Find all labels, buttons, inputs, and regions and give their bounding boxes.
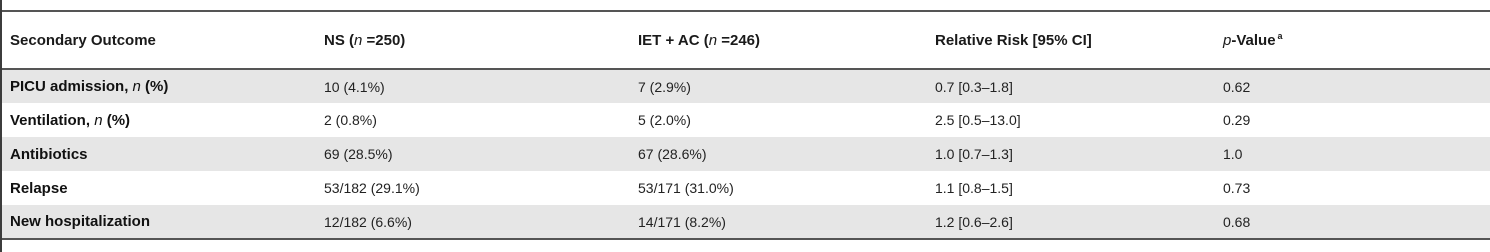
table-header <box>2 11 1490 69</box>
cell-relative-risk: 1.0 [0.7–1.3] <box>927 137 1215 171</box>
table-row <box>2 205 1490 239</box>
cell-iet-ac-value: 53/171 (31.0%) <box>638 180 734 196</box>
row-label: Ventilation, n (%) <box>10 111 131 129</box>
cell-p-value: 1.0 <box>1215 137 1490 171</box>
cell-relative-risk: 2.5 [0.5–13.0] <box>935 112 1021 128</box>
cell-iet-ac-value: 5 (2.0%) <box>638 112 691 128</box>
row-label: Antibiotics <box>2 137 316 171</box>
cell-ns-value: 53/182 (29.1%) <box>324 180 420 196</box>
cell-p-value: 0.73 <box>1223 180 1251 196</box>
table-row <box>2 171 1490 205</box>
cell-p-value: 0.68 <box>1215 205 1490 239</box>
table-row <box>2 103 1490 137</box>
secondary-outcomes-table <box>2 10 1490 240</box>
table-body <box>2 69 1490 239</box>
cell-p-value: 0.62 <box>1215 69 1490 103</box>
cell-iet-ac-value: 67 (28.6%) <box>630 137 927 171</box>
header-p-value: p-Value $^a$ <box>1215 11 1490 69</box>
header-iet-ac: IET + AC (n =246) <box>630 11 927 69</box>
cell-relative-risk: 1.2 [0.6–2.6] <box>927 205 1215 239</box>
cell-ns-value: 69 (28.5%) <box>316 137 630 171</box>
header-row <box>2 11 1490 69</box>
cell-ns-value: 10 (4.1%) <box>316 69 630 103</box>
cell-relative-risk: 1.1 [0.8–1.5] <box>935 180 1013 196</box>
header-ns: NS (n =250) <box>316 11 630 69</box>
row-label: New hospitalization <box>2 205 316 239</box>
footnote-marker: a <box>1277 31 1283 41</box>
header-secondary-outcome: Secondary Outcome <box>2 11 316 69</box>
cell-ns-value: 12/182 (6.6%) <box>316 205 630 239</box>
cell-iet-ac-value: 14/171 (8.2%) <box>630 205 927 239</box>
cell-relative-risk: 0.7 [0.3–1.8] <box>927 69 1215 103</box>
cell-ns-value: 2 (0.8%) <box>324 112 377 128</box>
table-row <box>2 137 1490 171</box>
row-label: PICU admission, n (%) <box>2 69 316 103</box>
table-row <box>2 69 1490 103</box>
row-label: Relapse <box>10 179 68 197</box>
cell-p-value: 0.29 <box>1223 112 1251 128</box>
header-relative-risk: Relative Risk [95% CI] <box>927 11 1215 69</box>
cell-iet-ac-value: 7 (2.9%) <box>630 69 927 103</box>
